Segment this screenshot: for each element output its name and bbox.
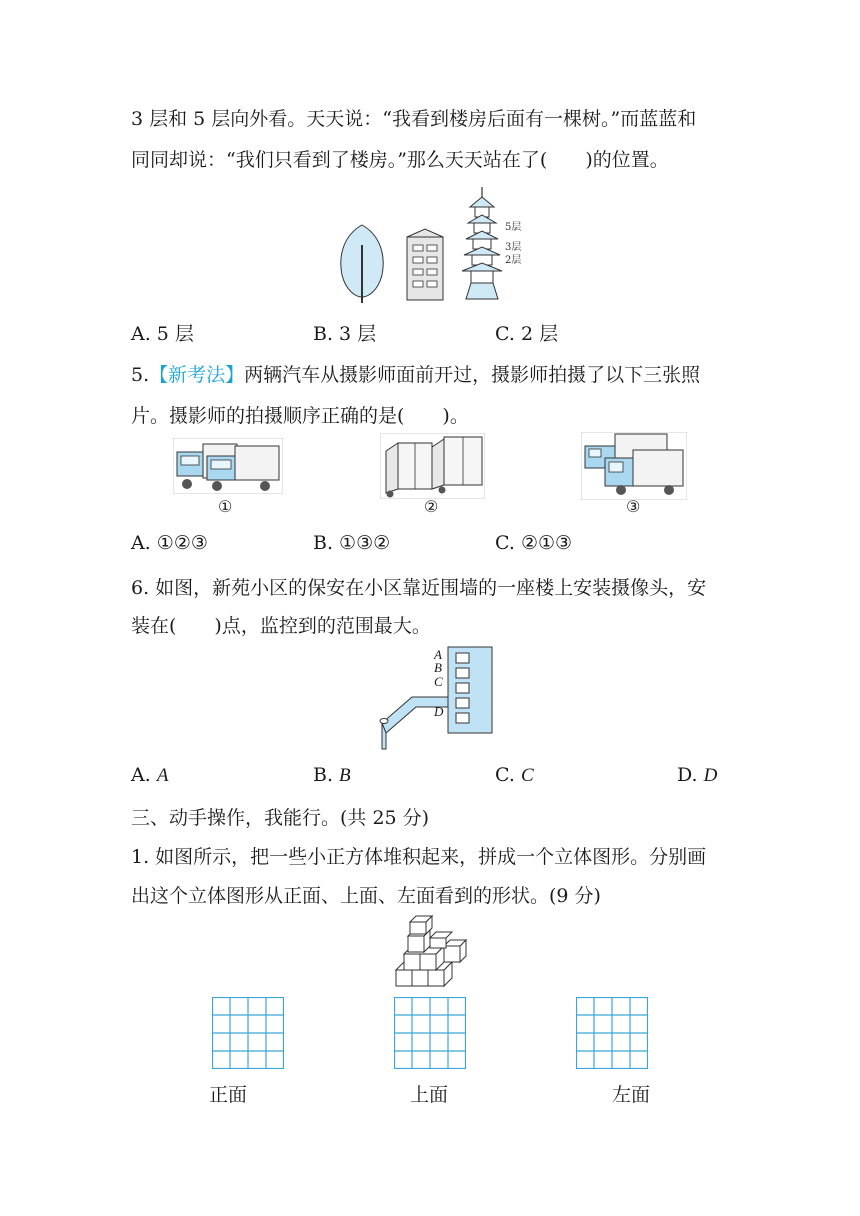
q6-text-line2: 装在( )点，监控到的范围最大。 — [131, 615, 431, 637]
photo-label-3: ③ — [626, 497, 641, 516]
photo-label-2: ② — [424, 497, 439, 516]
grid-label-front: 正面 — [209, 1084, 248, 1106]
pagoda-icon — [462, 187, 502, 299]
q5-text-line2: 片。摄影师的拍摄顺序正确的是( )。 — [131, 405, 469, 427]
q6-text-line1: 6. 如图，新苑小区的保安在小区靠近围墙的一座楼上安装摄像头，安 — [131, 577, 707, 599]
q5-option-b[interactable]: B. ①③② — [313, 532, 391, 554]
q6-option-a[interactable]: A. A — [131, 764, 169, 786]
q6-option-b[interactable]: B. B — [313, 764, 351, 786]
tree-icon — [341, 225, 383, 303]
point-label-b: B — [434, 660, 442, 675]
q5-tag: 【新考法】 — [149, 364, 245, 386]
photo-3 — [581, 432, 687, 500]
q4-text-line1: 3 层和 5 层向外看。天天说：“我看到楼房后面有一棵树。”而蓝蓝和 — [131, 108, 697, 130]
q5-line1-rest: 两辆汽车从摄影师面前开过，摄影师拍摄了以下三张照 — [244, 364, 701, 386]
q4-figure — [330, 185, 530, 305]
q5-number: 5. — [131, 364, 150, 386]
q4-option-c[interactable]: C. 2 层 — [495, 323, 559, 345]
point-label-c: C — [434, 674, 443, 689]
cube-stack-figure — [392, 914, 472, 988]
q6-option-c[interactable]: C. C — [495, 764, 534, 786]
section-heading: 三、动手操作，我能行。(共 25 分) — [131, 807, 430, 829]
section3-q1-line1: 1. 如图所示，把一些小正方体堆积起来，拼成一个立体图形。分别画 — [131, 846, 707, 868]
grid-left[interactable] — [576, 997, 648, 1069]
grid-front[interactable] — [212, 997, 284, 1069]
photo-1 — [173, 438, 283, 494]
floor-label-3: 3层 — [505, 242, 522, 253]
point-label-a: A — [434, 647, 442, 662]
section3-q1-line2: 出这个立体图形从正面、上面、左面看到的形状。(9 分) — [131, 885, 601, 907]
q5-option-a[interactable]: A. ①②③ — [131, 532, 208, 554]
q4-option-b[interactable]: B. 3 层 — [313, 323, 377, 345]
photo-2 — [380, 433, 485, 499]
photo-label-1: ① — [218, 497, 233, 516]
q4-option-a[interactable]: A. 5 层 — [131, 323, 194, 345]
floor-label-5: 5层 — [505, 222, 522, 233]
grid-top[interactable] — [394, 997, 466, 1069]
q5-text-line1 — [131, 360, 700, 387]
point-label-d: D — [434, 704, 444, 719]
building-icon — [407, 229, 443, 300]
q4-text-line2: 同同却说：“我们只看到了楼房。”那么天天站在了( )的位置。 — [131, 149, 669, 171]
floor-label-2: 2层 — [505, 255, 522, 266]
q5-option-c[interactable]: C. ②①③ — [495, 532, 573, 554]
q6-option-d[interactable]: D. D — [677, 764, 718, 786]
grid-label-top: 上面 — [410, 1084, 449, 1106]
grid-label-left: 左面 — [612, 1084, 651, 1106]
